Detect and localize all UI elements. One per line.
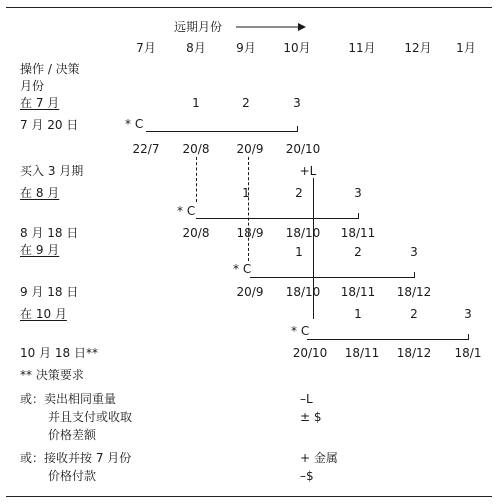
sep-timeline bbox=[250, 277, 414, 278]
month-header-oct: 10月 bbox=[283, 41, 311, 55]
in-oct-label: 在 10 月 bbox=[20, 307, 67, 321]
minus-l-label: –L bbox=[300, 392, 313, 406]
sep-num-3: 3 bbox=[410, 245, 418, 259]
sep-date-1: 20/9 bbox=[236, 285, 264, 299]
aug-tick-nov bbox=[358, 213, 359, 219]
july-tick-oct bbox=[297, 126, 298, 132]
aug-date-2: 18/9 bbox=[236, 226, 264, 240]
far-months-label: 远期月份 bbox=[174, 20, 223, 34]
or-receive-label: 或：接收并按 7 月份 bbox=[20, 451, 132, 465]
jul20-label: 7 月 20 日 bbox=[20, 118, 79, 132]
sep18-label: 9 月 18 日 bbox=[20, 285, 79, 299]
plus-minus-dollar-label: ± $ bbox=[300, 410, 322, 424]
july-num-2: 2 bbox=[242, 96, 250, 110]
aug-num-2: 2 bbox=[295, 186, 303, 200]
in-july-label: 在 7 月 bbox=[20, 96, 60, 110]
plus-l-label: +L bbox=[299, 164, 317, 178]
in-sep-label: 在 9 月 bbox=[20, 243, 60, 257]
oct-num-2: 2 bbox=[410, 307, 418, 321]
sep-date-3: 18/11 bbox=[340, 285, 376, 299]
or-diff-label: 价格差额 bbox=[48, 428, 97, 442]
month-header-aug: 8月 bbox=[186, 41, 206, 55]
oct-tick-jan bbox=[468, 334, 469, 340]
decision-note: ** 决策要求 bbox=[20, 368, 84, 382]
oct-timeline bbox=[307, 339, 468, 340]
oct-num-1: 1 bbox=[354, 307, 362, 321]
july-num-1: 1 bbox=[192, 96, 200, 110]
sep-date-2: 18/10 bbox=[285, 285, 321, 299]
july-num-3: 3 bbox=[293, 96, 301, 110]
sep-tick-dec bbox=[414, 272, 415, 278]
july-date-3: 20/9 bbox=[236, 142, 264, 156]
aug-date-3: 18/10 bbox=[285, 226, 321, 240]
july-timeline bbox=[146, 131, 297, 132]
aug-date-1: 20/8 bbox=[182, 226, 210, 240]
sep-date-4: 18/12 bbox=[396, 285, 432, 299]
or-sell-label: 或：卖出相同重量 bbox=[20, 392, 117, 406]
plus-metal-label: + 金属 bbox=[300, 451, 338, 465]
aug-date-4: 18/11 bbox=[340, 226, 376, 240]
sep-num-2: 2 bbox=[354, 245, 362, 259]
minus-dollar-label: –$ bbox=[300, 469, 314, 483]
dashed-connector-sep bbox=[248, 157, 249, 261]
sep-num-1: 1 bbox=[295, 245, 303, 259]
buy-3month-label: 买入 3 月期 bbox=[20, 164, 84, 178]
july-c-marker: * C bbox=[125, 117, 144, 131]
oct-date-3: 18/12 bbox=[396, 346, 432, 360]
sep-c-marker: * C bbox=[233, 262, 252, 276]
aug-timeline bbox=[196, 218, 358, 219]
oct-date-1: 20/10 bbox=[292, 346, 328, 360]
july-date-4: 20/10 bbox=[285, 142, 321, 156]
month-header-nov: 11月 bbox=[348, 41, 376, 55]
or-price-label: 价格付款 bbox=[48, 469, 97, 483]
month-header-jan: 1月 bbox=[456, 41, 476, 55]
aug-num-1: 1 bbox=[242, 186, 250, 200]
month-header-jul: 7月 bbox=[136, 41, 156, 55]
oct-c-marker: * C bbox=[291, 324, 310, 338]
month-header-dec: 12月 bbox=[404, 41, 432, 55]
oct-date-2: 18/11 bbox=[344, 346, 380, 360]
oct-num-3: 3 bbox=[464, 307, 472, 321]
july-date-2: 20/8 bbox=[182, 142, 210, 156]
aug-c-marker: * C bbox=[177, 204, 196, 218]
oct18-label: 10 月 18 日** bbox=[20, 346, 98, 360]
aug18-label: 8 月 18 日 bbox=[20, 226, 79, 240]
month-header-sep: 9月 bbox=[236, 41, 256, 55]
dashed-connector-aug bbox=[196, 157, 197, 202]
aug-num-3: 3 bbox=[354, 186, 362, 200]
oct-date-4: 18/1 bbox=[454, 346, 482, 360]
july-date-1: 22/7 bbox=[132, 142, 160, 156]
or-pay-label: 并且支付或收取 bbox=[48, 410, 133, 424]
in-aug-label: 在 8 月 bbox=[20, 186, 60, 200]
op-decision-label: 操作 / 决策 bbox=[20, 62, 80, 76]
month-label: 月份 bbox=[20, 79, 45, 93]
